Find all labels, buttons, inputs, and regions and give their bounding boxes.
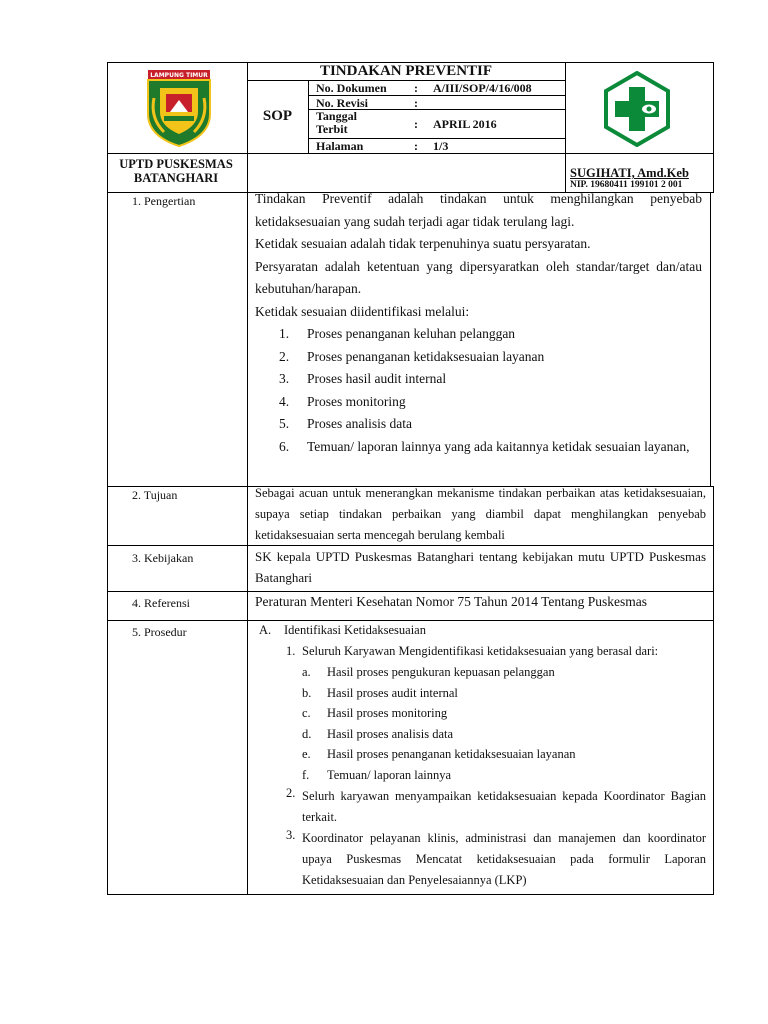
list-item: a. Hasil proses pengukuran kepuasan pelanggan [302,665,555,679]
meta-value-tanggal-terbit: APRIL 2016 [433,117,497,131]
crest-banner-text: LAMPUNG TIMUR [150,72,208,79]
step-text: Seluruh Karyawan Mengidentifikasi ketidaksesuaian yang berasal dari: [302,644,659,658]
puskesmas-logo [599,71,675,147]
section-label-prosedur: 5. Prosedur [132,625,187,639]
section-label-kebijakan: 3. Kebijakan [132,551,194,565]
prosedur-heading-marker: A. [259,623,272,637]
meta-label-no-revisi: No. Revisi [316,96,368,110]
meta-value-halaman: 1/3 [433,139,449,153]
list-item: 6. Temuan/ laporan lainnya yang ada kaitannya ketidak sesuaian layanan, [279,438,690,454]
meta-label-no-dokumen: No. Dokumen [316,81,387,95]
signer-nip: NIP. 19680411 199101 2 001 [570,180,683,190]
list-item: 4. Proses monitoring [279,393,406,409]
meta-label-halaman: Halaman [316,139,364,153]
district-crest-logo [140,68,218,148]
meta-value-no-dokumen: A/III/SOP/4/16/008 [433,81,532,95]
section-tujuan-content: Sebagai acuan untuk menerangkan mekanisme tindakan perbaikan atas ketidaksesuaian, supaya setiap tindakan perbaikan yang diambil dapat menghilangkan penyebab ketidaksesuaian serta mencegah berulang kembali [255,486,706,542]
list-item: e. Hasil proses penanganan ketidaksesuaian layanan [302,747,576,762]
list-item: b. Hasil proses audit internal [302,685,458,700]
list-item: 1. Proses penanganan keluhan pelanggan [279,326,516,341]
list-item: 5. Proses analisis data [279,416,412,431]
section-kebijakan-content: SK kepala UPTD Puskesmas Batanghari tentang kebijakan mutu UPTD Puskesmas Batanghari [255,549,706,585]
step-number: 2. [286,786,296,800]
section-referensi-content: Peraturan Menteri Kesehatan Nomor 75 Tahun 2014 Tentang Puskesmas [255,594,648,609]
meta-label-tanggal-terbit: Tanggal Terbit [316,109,357,136]
section-label-tujuan: 2. Tujuan [132,488,178,502]
step-number: 3. [286,828,296,842]
pengertian-paragraph: Ketidak sesuaian adalah tidak terpenuhinya suatu persyaratan. [255,236,591,251]
step-text: Selurh karyawan menyampaikan ketidaksesuaian kepada Koordinator Bagian terkait. [302,789,706,824]
pengertian-paragraph: Tindakan Preventif adalah tindakan untuk menghilangkan penyebab ketidaksesuaian yang sudah terjadi agar tidak terulang lagi. [255,191,702,229]
meta-sep: : [414,139,418,153]
section-label-referensi: 4. Referensi [132,596,190,610]
document-title: TINDAKAN PREVENTIF [319,63,493,79]
pengertian-paragraph: Persyaratan adalah ketentuan yang dipersyaratkan oleh standar/target dan/atau kebutuhan/harapan. [255,258,702,296]
list-item: d. Hasil proses analisis data [302,726,454,741]
list-item: f. Temuan/ laporan lainnya [302,767,452,782]
meta-sep: : [414,96,418,110]
meta-sep: : [414,117,418,131]
sop-label: SOP [262,108,293,124]
signer-name: SUGIHATI, Amd.Keb [570,166,689,180]
section-pengertian-content [255,188,702,458]
section-label-pengertian: 1. Pengertian [132,194,196,208]
prosedur-sublist [247,662,706,786]
organization-name: UPTD PUSKESMAS BATANGHARI [119,157,233,185]
step-number: 1. [286,644,296,658]
identification-list [255,323,702,458]
list-item: 3. Proses hasil audit internal [279,371,447,386]
step-text: Koordinator pelayanan klinis, administrasi dan manajemen dan koordinator upaya Puskesmas Mencatat ketidaksesuaian pada formulir Laporan Ketidaksesuaian dan Penyelesaiannya (LKP) [302,831,706,887]
pengertian-paragraph: Ketidak sesuaian diidentifikasi melalui: [255,303,470,319]
list-item: 2. Proses penanganan ketidaksesuaian layanan [279,348,545,364]
list-item: c. Hasil proses monitoring [302,706,448,721]
prosedur-heading: Identifikasi Ketidaksesuaian [284,623,426,637]
meta-sep: : [414,81,418,95]
